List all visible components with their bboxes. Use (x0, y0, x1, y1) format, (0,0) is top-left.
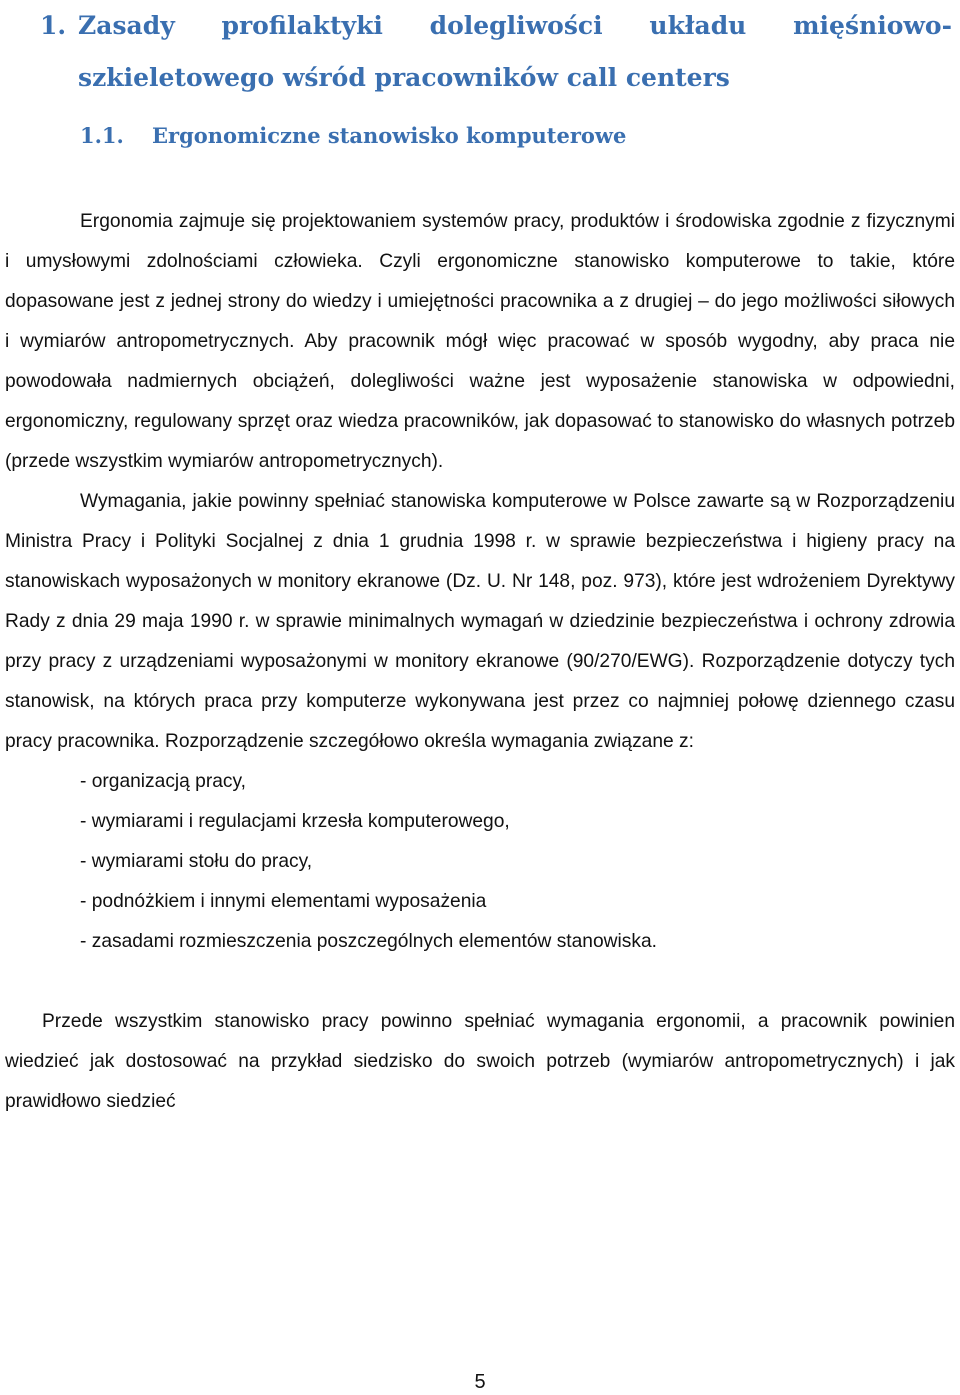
heading-word: mięśniowo- (793, 11, 952, 40)
list-item: - podnóżkiem i innymi elementami wyposażenia (80, 891, 487, 912)
page-number: 5 (474, 1371, 486, 1393)
paragraph-closing: Przede wszystkim stanowisko pracy powinno spełniać wymagania ergonomii, a pracownik powinien wiedzieć jak dostosować na przykład siedzisko do swoich potrzeb (wymiarów antropometrycznych) i jak prawidłowo siedzieć (5, 1011, 955, 1112)
paragraph-ergonomics: Ergonomia zajmuje się projektowaniem systemów pracy, produktów i środowiska zgodnie z fizycznymi i umysłowymi zdolnościami człowieka. Czyli ergonomiczne stanowisko komputerowe to takie, które dopasowane jest z jednej strony do wiedzy i umiejętności pracownika a z drugiej – do jego możliwości siłowych i wymiarów antropometrycznych. Aby pracownik mógł więc pracować w sposób wygodny, aby praca nie powodowała nadmiernych obciążeń, dolegliwości ważne jest wyposażenie stanowiska w odpowiedni, ergonomiczny, regulowany sprzęt oraz wiedza pracowników, jak dopasować to stanowisko do własnych potrzeb (przede wszystkim wymiarów antropometrycznych). (5, 211, 955, 472)
requirements-list (5, 762, 955, 962)
heading-word: układu (649, 11, 747, 40)
chapter-heading-line-1 (40, 0, 952, 52)
section-heading (80, 116, 626, 156)
section-title: Ergonomiczne stanowisko komputerowe (152, 123, 627, 148)
body-text (5, 202, 955, 1122)
section-number: 1.1. (80, 123, 124, 148)
heading-word: profilaktyki (221, 11, 383, 40)
paragraph-regulations: Wymagania, jakie powinny spełniać stanowiska komputerowe w Polsce zawarte są w Rozporządzeniu Ministra Pracy i Polityki Socjalnej z dnia 1 grudnia 1998 r. w sprawie bezpieczeństwa i higieny pracy na stanowiskach wyposażonych w monitory ekranowe (Dz. U. Nr 148, poz. 973), które jest wdrożeniem Dyrektywy Rady z dnia 29 maja 1990 r. w sprawie minimalnych wymagań w dziedzinie bezpieczeństwa i ochrony zdrowia przy pracy z urządzeniami wyposażonymi w monitory ekranowe (90/270/EWG). Rozporządzenie dotyczy tych stanowisk, na których praca przy komputerze wykonywana jest przez co najmniej połowę dziennego czasu pracy pracownika. Rozporządzenie szczegółowo określa wymagania związane z: (5, 491, 955, 752)
list-item: - wymiarami stołu do pracy, (80, 851, 313, 872)
chapter-heading-line-2: szkieletowego wśród pracowników call centers (78, 63, 730, 92)
list-item: - organizacją pracy, (80, 771, 247, 792)
list-item: - wymiarami i regulacjami krzesła komputerowego, (80, 811, 510, 832)
heading-word: Zasady (78, 11, 175, 40)
list-item: - zasadami rozmieszczenia poszczególnych elementów stanowiska. (80, 931, 657, 952)
chapter-number: 1. (40, 11, 67, 40)
chapter-heading-first-word (40, 0, 175, 52)
chapter-heading (40, 0, 952, 104)
heading-word: dolegliwości (429, 11, 603, 40)
